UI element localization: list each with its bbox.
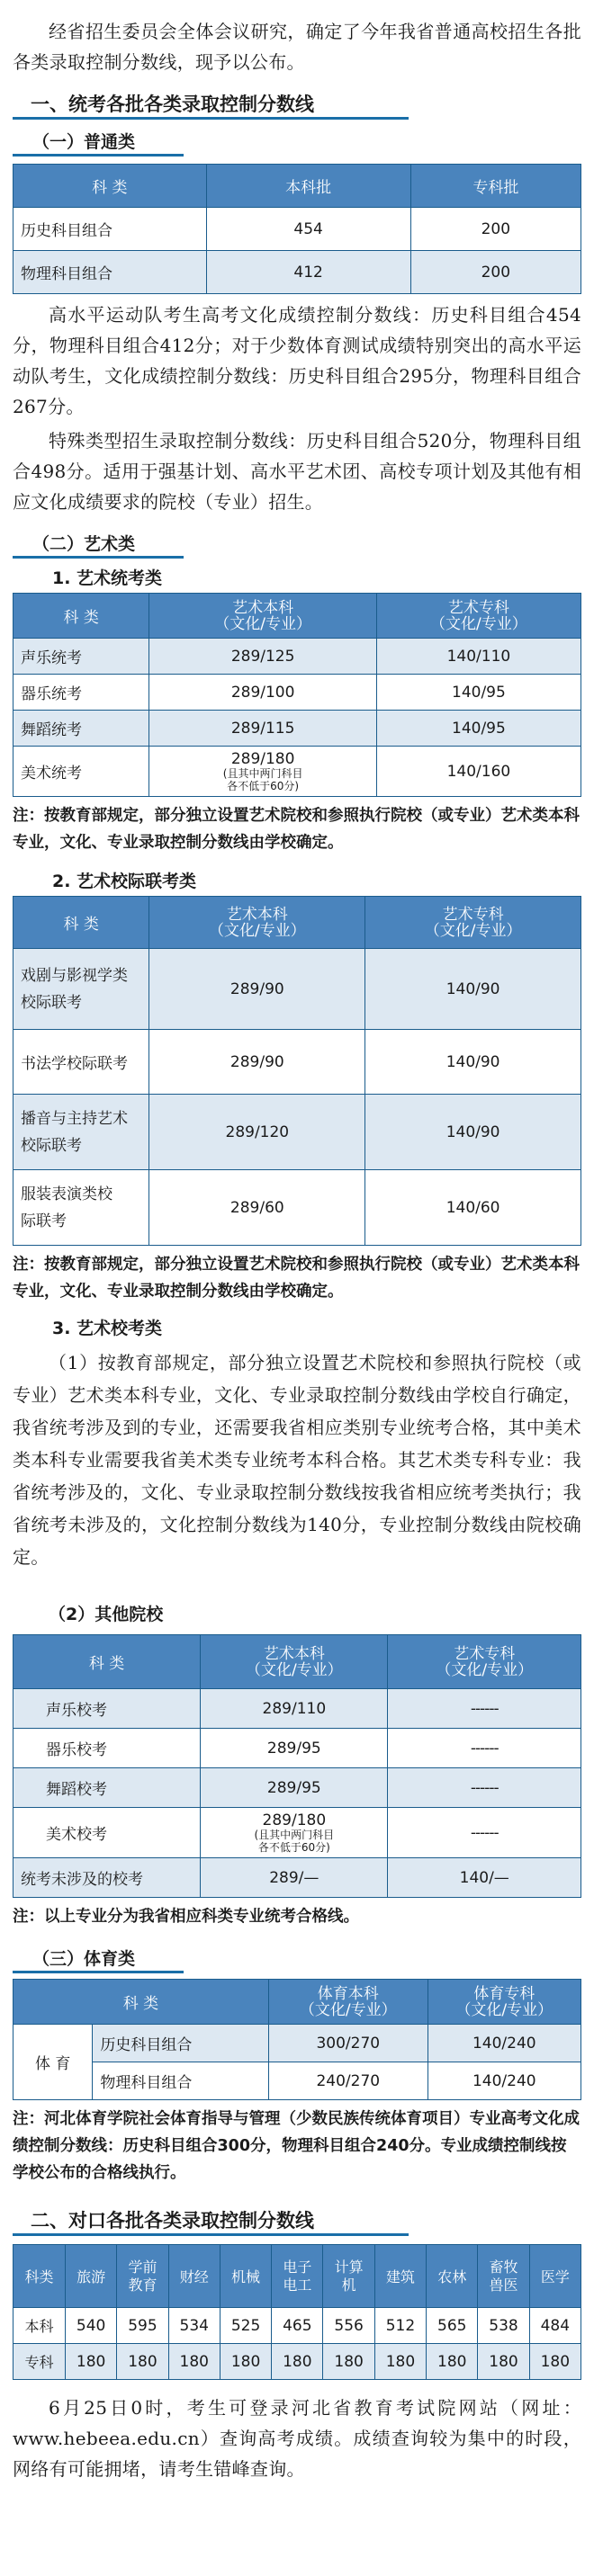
table-cell: 289/110: [201, 1689, 388, 1729]
table-cell: 534: [168, 2308, 220, 2344]
table-cell: 289/60: [149, 1170, 365, 1246]
table-header-row: [14, 594, 581, 639]
table-header-row: [14, 1635, 581, 1689]
art-school-paragraph: （1）按教育部规定，部分独立设置艺术院校和参照执行院校（或专业）艺术类本科专业，文化、专业录取控制分数线由学校自行确定，我省统考涉及到的专业，还需要我省相应类别专业统考合格，其中美术类本科专业需要我省美术类专业统考本科合格。其艺术类专科专业：我省统考涉及的，文化、专业录取控制分数线按我省相应统考类执行；我省统考未涉及的，文化控制分数线为140分，专业控制分数线由院校确定。: [13, 1352, 581, 1568]
table-row: [14, 949, 581, 1030]
vocational-table: [13, 2244, 581, 2380]
table-row: [14, 639, 581, 675]
table-cell: 289/180 (且其中两门科目 各不低于60分): [201, 1808, 388, 1858]
art-joint-table: [13, 896, 581, 1246]
header-cell: 科 类: [14, 897, 149, 949]
table-row: [14, 1808, 581, 1858]
row-label: 服装表演类校际联考: [14, 1170, 149, 1246]
subheading-underline: [13, 1971, 184, 1973]
table-row: [14, 1689, 581, 1729]
table-cell: 300/270: [268, 2025, 428, 2062]
table-cell: 289/100: [149, 675, 376, 711]
table-cell: 180: [66, 2344, 117, 2380]
header-cell: 艺术专科 （文化/专业）: [388, 1635, 581, 1689]
table-cell: ------: [388, 1689, 581, 1729]
table-cell: 140/90: [365, 1095, 581, 1170]
header-cell: 科 类: [14, 165, 207, 208]
table-row: [14, 2344, 581, 2380]
table-header-row: [14, 897, 581, 949]
row-label: 舞蹈统考: [14, 711, 149, 747]
table-row: [14, 208, 581, 251]
header-cell: 科 类: [14, 594, 149, 639]
row-label: 物理科目组合: [93, 2062, 269, 2100]
table-cell: 289/180 (且其中两门科目 各不低于60分): [149, 747, 376, 797]
table-row: [14, 2062, 581, 2100]
header-cell: 体育专科 （文化/专业）: [428, 1980, 580, 2025]
table-cell: 140/95: [376, 675, 580, 711]
table-cell: 512: [374, 2308, 426, 2344]
row-label: 书法学校际联考: [14, 1030, 149, 1095]
header-cell: 医学: [529, 2245, 580, 2308]
header-cell: 科 类: [14, 1980, 269, 2025]
sports-note: 注：河北体育学院社会体育指导与管理（少数民族传统体育项目）专业高考文化成绩控制分数线：历史科目组合300分，物理科目组合240分。专业成绩控制线按学校公布的合格线执行。: [13, 2110, 580, 2182]
row-label: 本科: [14, 2308, 66, 2344]
table-cell: ------: [388, 1768, 581, 1808]
table-header-row: [14, 2245, 581, 2308]
table-row: [14, 711, 581, 747]
header-cell: 体育本科 （文化/专业）: [268, 1980, 428, 2025]
table-cell: 565: [427, 2308, 478, 2344]
sports-title: （三）体育类: [32, 1949, 136, 1969]
section2-title: 二、对口各批各类录取控制分数线: [31, 2210, 314, 2232]
header-cell: 畜牧兽医: [478, 2245, 529, 2308]
heading-underline: [13, 117, 409, 120]
table-cell: 538: [478, 2308, 529, 2344]
header-cell: 本科批: [206, 165, 410, 208]
header-cell: 科 类: [14, 1635, 201, 1689]
art-unified-title: 1. 艺术统考类: [52, 568, 163, 588]
table-cell: 556: [323, 2308, 374, 2344]
header-cell: 艺术本科 （文化/专业）: [149, 594, 376, 639]
header-cell: 机械: [220, 2245, 271, 2308]
header-cell: 艺术本科 （文化/专业）: [201, 1635, 388, 1689]
row-label: 美术校考: [14, 1808, 201, 1858]
row-label: 历史科目组合: [14, 208, 207, 251]
table-row: [14, 1729, 581, 1768]
table-cell: ------: [388, 1808, 581, 1858]
table-cell: 140/95: [376, 711, 580, 747]
header-cell: 艺术本科 （文化/专业）: [149, 897, 365, 949]
table-cell: 140/160: [376, 747, 580, 797]
table-cell: 180: [168, 2344, 220, 2380]
table-cell: 180: [374, 2344, 426, 2380]
art-title: （二）艺术类: [32, 534, 136, 554]
table-row: [14, 1170, 581, 1246]
table-row: [14, 1858, 581, 1898]
table-cell: 180: [323, 2344, 374, 2380]
table-cell: 200: [410, 208, 580, 251]
table-cell: 140/240: [428, 2025, 580, 2062]
footer-paragraph: 6月25日0时，考生可登录河北省教育考试院网站（网址：www.hebeea.edu.cn）查询高考成绩。成绩查询较为集中的时段，网络有可能拥堵，请考生错峰查询。: [13, 2397, 581, 2480]
header-cell: 财经: [168, 2245, 220, 2308]
table-row: [14, 1030, 581, 1095]
other-schools-note: 注：以上专业分为我省相应科类专业统考合格线。: [13, 1908, 359, 1926]
header-cell: 学前教育: [117, 2245, 168, 2308]
row-label: 舞蹈校考: [14, 1768, 201, 1808]
table-header-row: [14, 165, 581, 208]
row-label: 器乐统考: [14, 675, 149, 711]
art-joint-title: 2. 艺术校际联考类: [52, 872, 197, 891]
table-cell: 289/95: [201, 1729, 388, 1768]
art-joint-note: 注：按教育部规定，部分独立设置艺术院校和参照执行院校（或专业）艺术类本科专业，文化、专业录取控制分数线由学校确定。: [13, 1256, 580, 1301]
table-cell: 465: [272, 2308, 323, 2344]
subheading-underline: [13, 154, 184, 157]
header-cell: 电子电工: [272, 2245, 323, 2308]
header-cell: 计算机: [323, 2245, 374, 2308]
art-school-title: 3. 艺术校考类: [52, 1319, 163, 1338]
table-cell: 289/120: [149, 1095, 365, 1170]
art-heading: [13, 528, 581, 560]
row-label: 专科: [14, 2344, 66, 2380]
row-label: 声乐校考: [14, 1689, 201, 1729]
row-label: 声乐统考: [14, 639, 149, 675]
table-cell: 180: [478, 2344, 529, 2380]
table-cell: 240/270: [268, 2062, 428, 2100]
table-cell: 540: [66, 2308, 117, 2344]
table-cell: 289/—: [201, 1858, 388, 1898]
table-cell: 140/110: [376, 639, 580, 675]
table-cell: 595: [117, 2308, 168, 2344]
sports-table: [13, 1979, 581, 2100]
table-cell: 289/115: [149, 711, 376, 747]
row-label: 美术统考: [14, 747, 149, 797]
header-cell: 专科批: [410, 165, 580, 208]
row-label: 历史科目组合: [93, 2025, 269, 2062]
special-paragraph: 特殊类型招生录取控制分数线：历史科目组合520分，物理科目组合498分。适用于强基计划、高水平艺术团、高校专项计划及其他有相应文化成绩要求的院校（专业）招生。: [13, 430, 581, 513]
table-row: [14, 2025, 581, 2062]
table-header-row: [14, 1980, 581, 2025]
table-cell: ------: [388, 1729, 581, 1768]
table-cell: 180: [272, 2344, 323, 2380]
header-cell: 艺术专科 （文化/专业）: [365, 897, 581, 949]
putong-table: [13, 164, 581, 294]
table-row: [14, 675, 581, 711]
art-unified-table: [13, 593, 581, 797]
art-unified-note: 注：按教育部规定，部分独立设置艺术院校和参照执行院校（或专业）艺术类本科专业，文化、专业录取控制分数线由学校确定。: [13, 807, 580, 852]
row-label: 戏剧与影视学类校际联考: [14, 949, 149, 1030]
header-cell: 旅游: [66, 2245, 117, 2308]
athlete-paragraph: 高水平运动队考生高考文化成绩控制分数线：历史科目组合454分，物理科目组合412分；对于少数体育测试成绩特别突出的高水平运动队考生，文化成绩控制分数线：历史科目组合295分，物理科目组合267分。: [13, 304, 581, 417]
sports-heading: [13, 1943, 581, 1975]
putong-title: （一）普通类: [32, 132, 136, 152]
table-cell: 140/60: [365, 1170, 581, 1246]
section1-heading: [13, 86, 581, 122]
table-cell: 180: [220, 2344, 271, 2380]
table-cell: 289/90: [149, 1030, 365, 1095]
table-cell: 525: [220, 2308, 271, 2344]
heading-underline: [13, 2233, 409, 2236]
other-schools-table: [13, 1634, 581, 1898]
row-group-label: 体 育: [14, 2025, 93, 2100]
row-label: 统考未涉及的校考: [14, 1858, 201, 1898]
table-cell: 180: [117, 2344, 168, 2380]
intro-paragraph: 经省招生委员会全体会议研究，确定了今年我省普通高校招生各批各类录取控制分数线，现予以公布。: [13, 21, 581, 73]
table-row: [14, 1768, 581, 1808]
row-label: 物理科目组合: [14, 251, 207, 294]
header-cell: 科类: [14, 2245, 66, 2308]
section1-title: 一、统考各批各类录取控制分数线: [31, 94, 314, 115]
table-row: [14, 747, 581, 797]
table-cell: 454: [206, 208, 410, 251]
putong-heading: [13, 126, 581, 158]
table-cell: 289/90: [149, 949, 365, 1030]
table-row: [14, 251, 581, 294]
table-cell: 140/90: [365, 949, 581, 1030]
table-row: [14, 1095, 581, 1170]
header-cell: 农林: [427, 2245, 478, 2308]
row-label: 器乐校考: [14, 1729, 201, 1768]
table-cell: 180: [427, 2344, 478, 2380]
section2-heading: [13, 2203, 581, 2239]
header-cell: 建筑: [374, 2245, 426, 2308]
row-label: 播音与主持艺术校际联考: [14, 1095, 149, 1170]
other-schools-title: （2）其他院校: [49, 1605, 164, 1624]
table-row: [14, 2308, 581, 2344]
table-cell: 200: [410, 251, 580, 294]
table-cell: 289/95: [201, 1768, 388, 1808]
table-cell: 140/240: [428, 2062, 580, 2100]
table-cell: 140/—: [388, 1858, 581, 1898]
table-cell: 140/90: [365, 1030, 581, 1095]
table-cell: 180: [529, 2344, 580, 2380]
table-cell: 412: [206, 251, 410, 294]
table-cell: 289/125: [149, 639, 376, 675]
header-cell: 艺术专科 （文化/专业）: [376, 594, 580, 639]
table-cell: 484: [529, 2308, 580, 2344]
subheading-underline: [13, 556, 184, 559]
